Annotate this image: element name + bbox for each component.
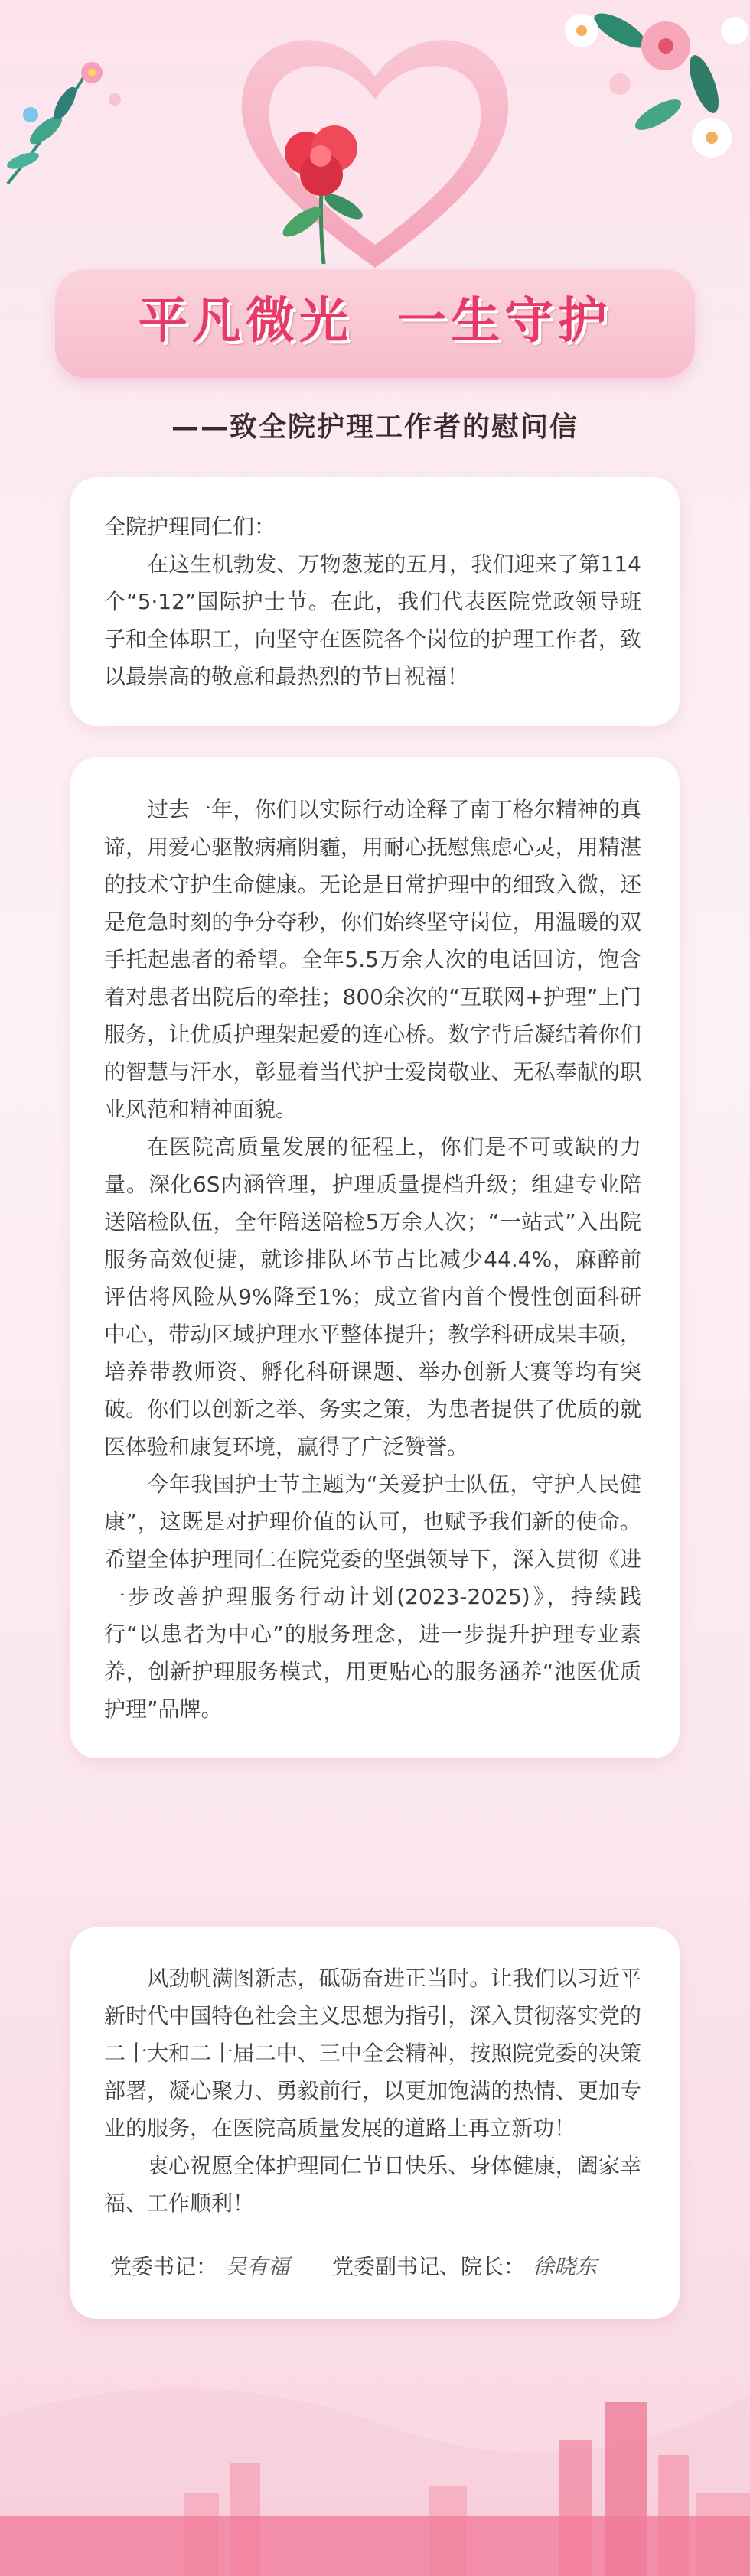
signature-role: 党委副书记、院长： (332, 2254, 526, 2279)
top-left-flowers-decoration (0, 31, 138, 199)
subtitle: ——致全院护理工作者的慰问信 (171, 411, 579, 443)
signature-block (110, 2248, 289, 2285)
main-title: 平凡微光 一生守护 (138, 293, 612, 350)
signature-block (332, 2248, 597, 2285)
signature-name: 徐晓东 (533, 2254, 598, 2279)
closing-paragraph: 衷心祝愿全体护理同仁节日快乐、身体健康，阖家幸福、工作顺利！ (104, 2153, 641, 2216)
red-flower-icon (264, 115, 379, 268)
intro-card (70, 477, 680, 726)
heart-decoration (222, 15, 528, 283)
signature-role: 党委书记： (110, 2254, 218, 2279)
body-paragraph: 在医院高质量发展的征程上，你们是不可或缺的力量。深化6S内涵管理，护理质量提档升级；组建专业陪送陪检队伍，全年陪送陪检5万余人次；“一站式”入出院服务高效便捷，就诊排队环节占比减少44.4%，麻醉前评估将风险从9%降至1%；成立省内首个慢性创面科研中心，带动区域护理水平整体提升；教学科研成果丰硕，培养带教师资、孵化科研课题、举办创新大赛等均有突破。你们以创新之举、务实之策，为患者提供了优质的就医体验和康复环境，赢得了广泛赞誉。 (104, 1134, 641, 1459)
closing-paragraph: 风劲帆满图新志，砥砺奋进正当时。让我们以习近平新时代中国特色社会主义思想为指引，深入贯彻落实党的二十大和二十届二中、三中全会精神，按照院党委的决策部署，凝心聚力、勇毅前行，以更加饱满的热情、更加专业的服务，在医院高质量发展的道路上再立新功！ (104, 1966, 641, 2141)
signature-row (104, 2248, 641, 2285)
body-card (70, 757, 680, 1758)
intro-paragraph: 在这生机勃发、万物葱茏的五月，我们迎来了第114个“5·12”国际护士节。在此，我们代表医院党政领导班子和全体职工，向坚守在医院各个岗位的护理工作者，致以最崇高的敬意和最热烈的节日祝福！ (104, 551, 641, 689)
signature-name: 吴有福 (225, 2254, 290, 2279)
body-paragraph: 过去一年，你们以实际行动诠释了南丁格尔精神的真谛，用爱心驱散病痛阴霾，用耐心抚慰焦虑心灵，用精湛的技术守护生命健康。无论是日常护理中的细致入微，还是危急时刻的争分夺秒，你们始终坚守岗位，用温暖的双手托起患者的希望。全年5.5万余人次的电话回访，饱含着对患者出院后的牵挂；800余次的“互联网+护理”上门服务，让优质护理架起爱的连心桥。数字背后凝结着你们的智慧与汗水，彰显着当代护士爱岗敬业、无私奉献的职业风范和精神面貌。 (104, 797, 641, 1122)
top-right-flowers-decoration (528, 0, 750, 184)
salutation: 全院护理同仁们： (104, 514, 276, 539)
closing-card (70, 1927, 680, 2319)
body-paragraph: 今年我国护士节主题为“关爱护士队伍，守护人民健康”，这既是对护理价值的认可，也赋予我们新的使命。希望全体护理同仁在院党委的坚强领导下，深入贯彻《进一步改善护理服务行动计划(2023-2025)》，持续践行“以患者为中心”的服务理念，进一步提升护理专业素养，创新护理服务模式，用更贴心的服务涵养“池医优质护理”品牌。 (104, 1472, 641, 1722)
